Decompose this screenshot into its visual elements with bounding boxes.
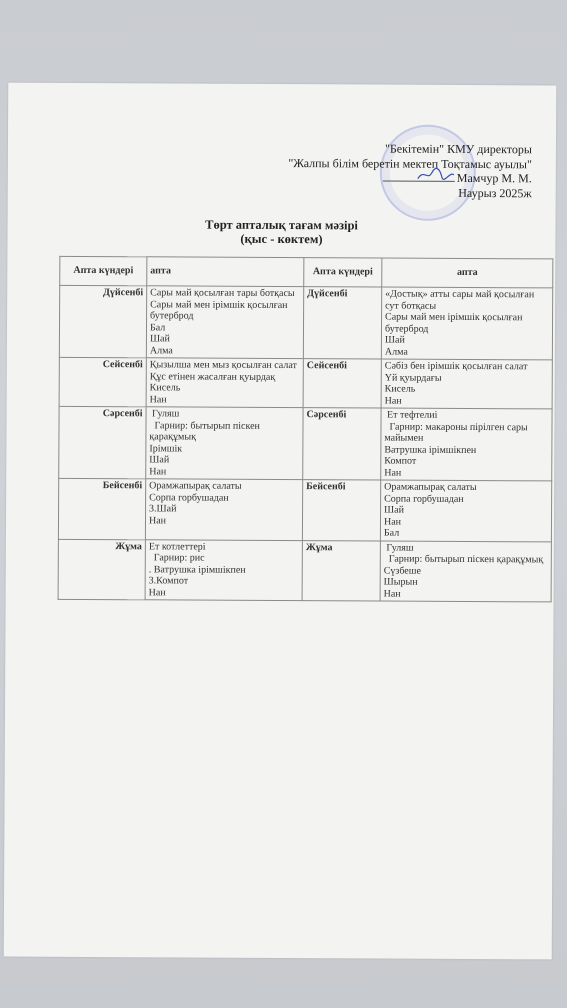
menu-item: Гарнир: рис bbox=[148, 552, 205, 564]
day-cell-left: Сәрсенбі bbox=[59, 406, 146, 478]
header-days-right: Апта күндері bbox=[304, 258, 382, 287]
menu-item: Орамжапырақ салаты bbox=[149, 480, 242, 492]
menu-item: Сорпа горбушадан bbox=[149, 491, 229, 504]
day-cell-left: Бейсенбі bbox=[58, 478, 145, 539]
menu-item: Алма bbox=[384, 346, 408, 358]
menu-table-body bbox=[58, 285, 553, 602]
table-row bbox=[59, 406, 552, 481]
menu-item: Ет котлеттері bbox=[148, 540, 206, 553]
menu-item: Үй қуырдағы bbox=[384, 372, 442, 384]
menu-item: Компот bbox=[384, 455, 417, 467]
menu-item: Сорпа горбушадан bbox=[384, 493, 464, 505]
title-line2: (қыс - көктем) bbox=[240, 231, 323, 247]
menu-item: Бал bbox=[383, 527, 400, 539]
title-line1: Төрт апталық тағам мәзірі bbox=[205, 217, 358, 233]
menu-item: Шай bbox=[384, 504, 404, 516]
menu-item: Кисель bbox=[149, 382, 181, 394]
menu-item: Гуляш bbox=[383, 542, 414, 554]
menu-cell-right bbox=[380, 480, 551, 541]
menu-item: Гарнир: макароны пірілген сары майымен bbox=[384, 421, 531, 444]
director-name-line bbox=[288, 170, 532, 186]
menu-item: Гуляш bbox=[149, 408, 180, 420]
menu-item: 3.Шай bbox=[149, 503, 177, 515]
table-header-row bbox=[60, 256, 553, 288]
menu-item: Сүзбеше bbox=[383, 565, 421, 577]
approval-date: Наурыз 2025ж bbox=[458, 185, 532, 200]
day-cell-right: Бейсенбі bbox=[302, 480, 380, 541]
menu-cell-left bbox=[145, 539, 302, 600]
day-cell-right: Дүйсенбі bbox=[303, 287, 381, 359]
day-cell-right: Жұма bbox=[302, 540, 380, 601]
approval-line1: "Бекітемін" КМУ директоры bbox=[384, 141, 532, 157]
menu-cell-left bbox=[146, 286, 303, 359]
table-row bbox=[59, 285, 552, 360]
menu-item: Қызылша мен мыз қосылған салат bbox=[149, 359, 297, 372]
menu-item: Шай bbox=[149, 454, 170, 466]
header-week-right: апта bbox=[382, 258, 553, 288]
menu-item: Сары май мен ірімшік қосылған бутерброд bbox=[384, 311, 525, 335]
menu-item: Нан bbox=[384, 467, 402, 479]
menu-cell-right bbox=[381, 359, 552, 409]
day-cell-left: Жұма bbox=[58, 539, 145, 600]
menu-item: Ірімшік bbox=[149, 442, 183, 454]
menu-item: Нан bbox=[384, 395, 402, 407]
header-week-left: апта bbox=[147, 257, 304, 287]
director-name: Мамчур М. М. bbox=[456, 170, 532, 186]
document-page bbox=[4, 83, 557, 960]
table-row bbox=[59, 357, 552, 409]
menu-item: 3.Компот bbox=[148, 575, 189, 587]
day-cell-right: Сейсенбі bbox=[303, 359, 381, 408]
day-cell-right: Сәрсенбі bbox=[303, 408, 381, 480]
menu-item: Ет тефтелиі bbox=[384, 409, 438, 421]
menu-item: Нан bbox=[149, 393, 167, 405]
day-cell-left: Сейсенбі bbox=[59, 357, 146, 406]
menu-item: Сары май мен ірімшік қосылған бутерброд bbox=[150, 298, 291, 322]
menu-item: Гарнир: бытырып піскен қарақұмық bbox=[149, 419, 263, 443]
menu-table bbox=[58, 256, 554, 603]
menu-item: . Ватрушка ірімшікпен bbox=[148, 563, 246, 576]
menu-item: Шырын bbox=[383, 576, 418, 588]
menu-cell-right bbox=[380, 541, 551, 602]
table-row bbox=[58, 478, 551, 541]
menu-item: Нан bbox=[149, 465, 167, 477]
menu-item: Шай bbox=[384, 334, 405, 346]
signature-underline bbox=[383, 171, 455, 182]
menu-item: Сәбіз бен ірімшік қосылған салат bbox=[384, 360, 528, 373]
menu-cell-left bbox=[146, 407, 303, 480]
menu-item: Шай bbox=[149, 333, 170, 345]
menu-cell-right bbox=[381, 287, 552, 360]
menu-item: «Достық» атты сары май қосылған сут ботқасы bbox=[385, 288, 537, 312]
menu-item: Бал bbox=[149, 321, 166, 333]
menu-item: Құс етінен жасалған қуырдақ bbox=[149, 370, 276, 383]
menu-cell-left bbox=[146, 358, 303, 408]
menu-item: Сары май қосылған тары ботқасы bbox=[150, 287, 295, 300]
menu-item: Алма bbox=[149, 344, 173, 356]
menu-item: Гарнир: бытырып піскен қарақұмық bbox=[383, 553, 544, 566]
menu-cell-right bbox=[381, 408, 552, 481]
table-row bbox=[58, 539, 551, 602]
approval-line2: "Жалпы білім беретін мектеп Тоқтамыс ауылы" bbox=[288, 155, 532, 171]
day-cell-left: Дүйсенбі bbox=[59, 285, 146, 357]
menu-item: Ватрушка ірімшікпен bbox=[384, 444, 477, 456]
header-days-left: Апта күндері bbox=[60, 256, 147, 285]
menu-cell-left bbox=[145, 479, 302, 540]
document-title bbox=[7, 217, 555, 248]
menu-item: Кисель bbox=[384, 383, 416, 395]
menu-item: Нан bbox=[383, 516, 402, 528]
menu-item: Орамжапырақ салаты bbox=[384, 481, 477, 494]
approval-block bbox=[288, 141, 532, 200]
menu-item: Нан bbox=[383, 588, 401, 600]
menu-item: Нан bbox=[148, 586, 166, 598]
menu-item: Нан bbox=[148, 514, 167, 526]
